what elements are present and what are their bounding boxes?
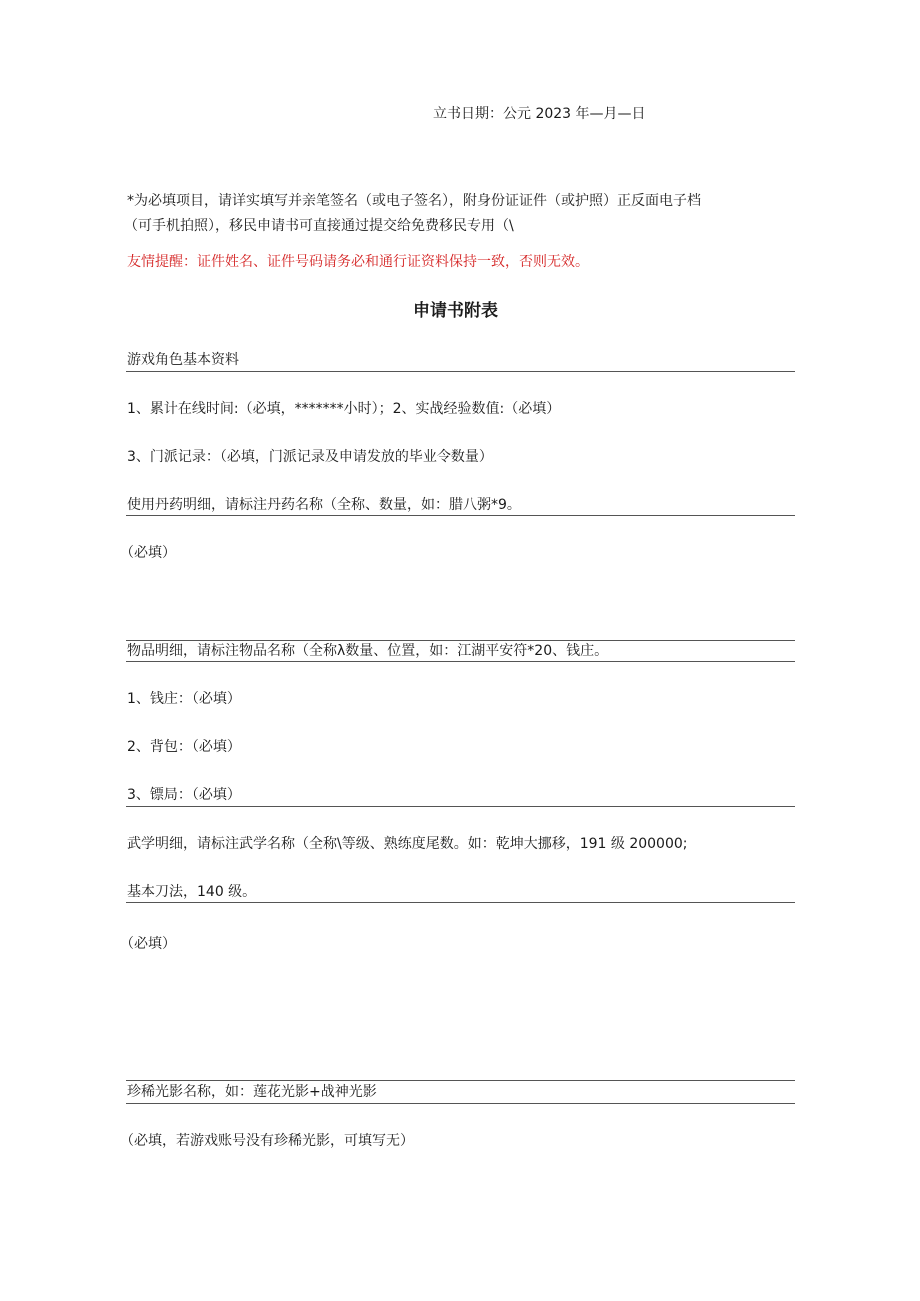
- backpack-field: 2、背包：（必填）: [127, 739, 241, 755]
- section-martial-heading-cont: 基本刀法，140 级。: [127, 884, 257, 900]
- date-line: 立书日期：公元 2023 年—月—日: [433, 106, 646, 122]
- reminder-text: 友情提醒：证件姓名、证件号码请务必和通行证资料保持一致，否则无效。: [127, 254, 589, 270]
- online-time-field: 1、累计在线时间:（必填，*******小时）；2、实战经验数值:（必填）: [127, 401, 561, 417]
- bank-field: 1、钱庄：（必填）: [127, 691, 241, 707]
- divider: [126, 371, 795, 372]
- page-title: 申请书附表: [413, 301, 498, 321]
- section-aura-heading: 珍稀光影名称，如：莲花光影+战神光影: [127, 1084, 377, 1100]
- divider: [126, 661, 795, 662]
- section-martial-heading: 武学明细，请标注武学名称（全称\等级、熟练度尾数。如：乾坤大挪移，191 级 200000;: [127, 836, 688, 852]
- section-items-heading: 物品明细，请标注物品名称（全称λ数量、位置，如：江湖平安符*20、钱庄。: [127, 643, 609, 659]
- escort-field: 3、镖局：（必填）: [127, 787, 241, 803]
- divider: [126, 1080, 795, 1081]
- pills-required: （必填）: [120, 545, 176, 561]
- divider: [126, 806, 795, 807]
- aura-required: （必填，若游戏账号没有珍稀光影，可填写无）: [120, 1133, 414, 1149]
- sect-record-field: 3、门派记录：（必填，门派记录及申请发放的毕业令数量）: [127, 449, 493, 465]
- divider: [126, 1103, 795, 1104]
- martial-required: （必填）: [120, 936, 176, 952]
- divider: [126, 902, 795, 903]
- divider: [126, 515, 795, 516]
- section-pills-heading: 使用丹药明细，请标注丹药名称（全称、数量，如：腊八粥*9。: [127, 497, 521, 513]
- section-basic-heading: 游戏角色基本资料: [127, 352, 239, 368]
- notice-line-1: *为必填项目，请详实填写并亲笔签名（或电子签名），附身份证证件（或护照）正反面电子档: [127, 193, 701, 209]
- notice-line-2: （可手机拍照），移民申请书可直接通过提交给免费移民专用（\: [124, 218, 514, 234]
